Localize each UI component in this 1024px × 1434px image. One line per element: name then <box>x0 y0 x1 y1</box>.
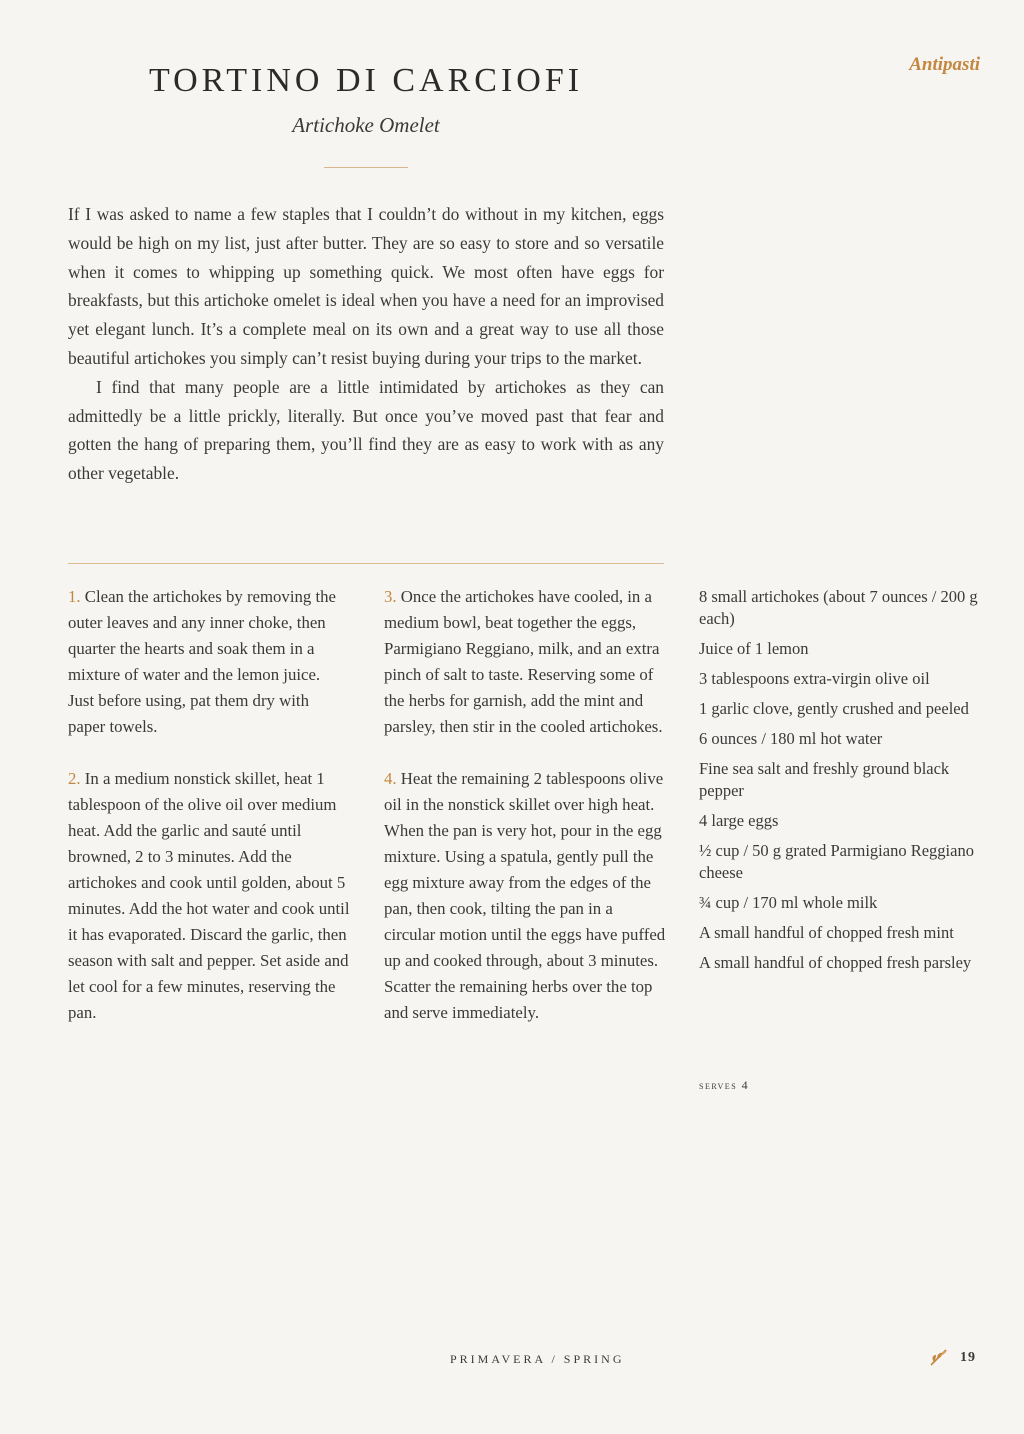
ingredient: 1 garlic clove, gently crushed and peeled <box>699 699 969 718</box>
serves-label: serves 4 <box>699 1078 750 1092</box>
ingredient: A small handful of chopped fresh mint <box>699 923 954 942</box>
step <box>68 766 350 1026</box>
intro-text <box>68 200 664 488</box>
step-text: Clean the artichokes by removing the outer leaves and any inner choke, then quarter the hearts and soak them in a mixture of water and the lemon juice. Just before using, pat them dry with paper towels. <box>68 587 336 736</box>
ingredient: 4 large eggs <box>699 811 779 830</box>
step <box>384 766 666 1026</box>
section-divider <box>68 563 664 564</box>
title-divider <box>324 167 408 168</box>
steps-column-1 <box>68 584 350 1052</box>
step-number: 1. <box>68 587 81 606</box>
ingredient: Juice of 1 lemon <box>699 639 809 658</box>
step-text: Once the artichokes have cooled, in a medium bowl, beat together the eggs, Parmigiano Reggiano, milk, and an extra pinch of salt to taste. Reserving some of the herbs for garnish, add the mint and parsley, then stir in the cooled artichokes. <box>384 587 663 736</box>
step-text: Heat the remaining 2 tablespoons olive oil in the nonstick skillet over high heat. When the pan is very hot, pour in the egg mixture. Using a spatula, gently pull the egg mixture away from the edges of the pan, then cook, tilting the pan in a circular motion until the eggs have puffed up and cooked through, about 3 minutes. Scatter the remaining herbs over the top and serve immediately. <box>384 769 666 1022</box>
step-number: 4. <box>384 769 397 788</box>
ingredient: ½ cup / 50 g grated Parmigiano Reggiano cheese <box>699 841 974 882</box>
steps-column-2 <box>384 584 666 1052</box>
ingredient: ¾ cup / 170 ml whole milk <box>699 893 878 912</box>
footer-section-name: PRIMAVERA / SPRING <box>450 1352 625 1366</box>
ingredient: Fine sea salt and freshly ground black pepper <box>699 759 950 800</box>
leaf-ornament-icon <box>928 1346 950 1368</box>
ingredient: 6 ounces / 180 ml hot water <box>699 729 883 748</box>
step-text: In a medium nonstick skillet, heat 1 tablespoon of the olive oil over medium heat. Add the garlic and sauté until browned, 2 to 3 minutes. Add the artichokes and cook until golden, about 5 minutes. Add the hot water and cook until it has evaporated. Discard the garlic, then season with salt and pepper. Set aside and let cool for a few minutes, reserving the pan. <box>68 769 350 1022</box>
intro-paragraph: If I was asked to name a few staples that I couldn’t do without in my kitchen, eggs would be high on my list, just after butter. They are so easy to store and so versatile when it comes to whipping up something quick. We most often have eggs for breakfasts, but this artichoke omelet is ideal when you have a need for an improvised yet elegant lunch. It’s a complete meal on its own and a great way to use all those beautiful artichokes you simply can’t resist buying during your trips to the market. <box>68 204 664 368</box>
step-number: 2. <box>68 769 81 788</box>
page-number: 19 <box>960 1350 976 1365</box>
step <box>68 584 350 740</box>
recipe-subtitle: Artichoke Omelet <box>292 113 440 137</box>
intro-paragraph: I find that many people are a little intimidated by artichokes as they can admittedly be a little prickly, literally. But once you’ve moved past that fear and gotten the hang of preparing them, you’ll find they are as easy to work with as any other vegetable. <box>68 376 664 484</box>
ingredients-list <box>699 586 989 982</box>
step-number: 3. <box>384 587 397 606</box>
step <box>384 584 666 740</box>
ingredient: 8 small artichokes (about 7 ounces / 200 g each) <box>699 587 978 628</box>
section-tag: Antipasti <box>909 54 980 75</box>
ingredient: A small handful of chopped fresh parsley <box>699 953 972 972</box>
ingredient: 3 tablespoons extra-virgin olive oil <box>699 669 930 688</box>
recipe-title: TORTINO DI CARCIOFI <box>148 62 584 99</box>
